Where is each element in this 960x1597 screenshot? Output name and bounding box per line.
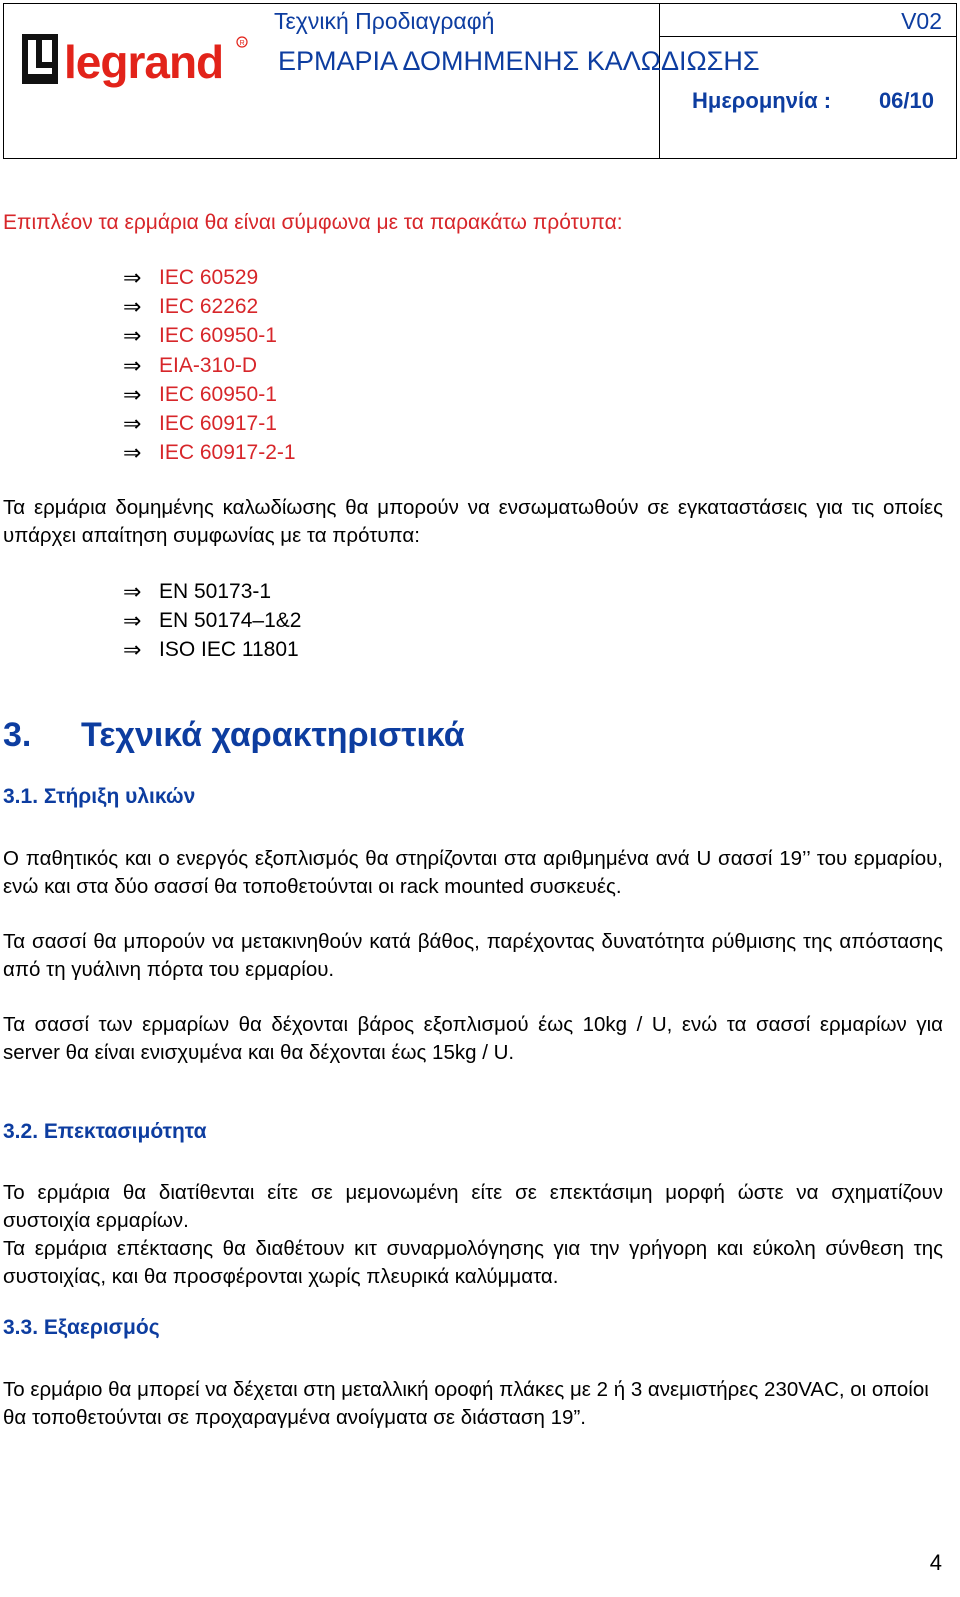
implies-arrow-icon: ⇒	[123, 578, 142, 604]
logo-wordmark: legrand	[64, 36, 224, 88]
svg-text:R: R	[239, 40, 245, 47]
document-header	[3, 3, 957, 159]
list-item: ⇒ IEC 60917-1	[123, 411, 277, 437]
implies-arrow-icon: ⇒	[123, 264, 142, 290]
section-3-2-heading: 3.2. Επεκτασιμότητα	[3, 1120, 207, 1143]
list-item: ⇒ EN 50173-1	[123, 578, 272, 604]
section-3-2-paragraph-1: Το ερμάρια θα διατίθενται είτε σε μεμονωμένη είτε σε επεκτάσιμη μορφή ώστε να σχηματίζουν συστοιχία ερμαρίων.	[3, 1181, 943, 1232]
list-item: ⇒ IEC 60529	[123, 264, 259, 290]
date-label: Ημερομηνία :	[692, 88, 832, 113]
implies-arrow-icon: ⇒	[123, 352, 142, 378]
section-3-3-paragraph-1: Το ερμάριο θα μπορεί να δέχεται στη μεταλλική οροφή πλάκες με 2 ή 3 ανεμιστήρες 230VAC, οι οποίοι θα τοποθετούνται σε προχαραγμένα ανοίγματα σε διάσταση 19”.	[3, 1378, 929, 1429]
implies-arrow-icon: ⇒	[123, 607, 142, 633]
implies-arrow-icon: ⇒	[123, 381, 142, 407]
doc-type-label: Τεχνική Προδιαγραφή	[274, 8, 495, 34]
section-3-1-paragraph-2: Τα σασσί θα μπορούν να μετακινηθούν κατά βάθος, παρέχοντας δυνατότητα ρύθμισης της απόστασης από τη γυάλινη πόρτα του ερμαρίου.	[3, 930, 943, 981]
list-item: ⇒ IEC 60950-1	[123, 323, 277, 349]
section-3-3-heading: 3.3. Εξαερισμός	[3, 1316, 160, 1339]
section-3-1-heading: 3.1. Στήριξη υλικών	[3, 785, 196, 808]
standards-list	[123, 263, 296, 468]
section-3-title: Τεχνικά χαρακτηριστικά	[81, 716, 465, 754]
section-3-number: 3.	[3, 716, 32, 754]
list-item: ⇒ IEC 60950-1	[123, 381, 277, 407]
implies-arrow-icon: ⇒	[123, 637, 142, 663]
list-item: ⇒ IEC 60917-2-1	[123, 440, 296, 466]
list-item: ⇒ IEC 62262	[123, 293, 259, 319]
document-title: ΕΡΜΑΡΙΑ ΔΟΜΗΜΕΝΗΣ ΚΑΛΩΔΙΩΣΗΣ	[278, 46, 760, 76]
date-value: 06/10	[878, 88, 934, 113]
installation-standards-list	[123, 577, 301, 665]
implies-arrow-icon: ⇒	[123, 440, 142, 466]
implies-arrow-icon: ⇒	[123, 323, 142, 349]
legrand-logo	[20, 30, 250, 92]
version-label: V02	[901, 8, 942, 34]
section-3-1-paragraph-3: Τα σασσί των ερμαρίων θα δέχονται βάρος εξοπλισμού έως 10kg / U, ενώ τα σασσί ερμαρίων για server θα είναι ενισχυμένα και θα δέχονται έως 15kg / U.	[3, 1013, 943, 1064]
implies-arrow-icon: ⇒	[123, 411, 142, 437]
section-3-heading	[3, 716, 465, 755]
installations-paragraph: Τα ερμάρια δομημένης καλωδίωσης θα μπορούν να ενσωματωθούν σε εγκαταστάσεις για τις οποίες υπάρχει απαίτηση συμφωνίας με τα πρότυπα:	[3, 496, 943, 547]
page-number: 4	[929, 1550, 942, 1575]
section-3-1-paragraph-1: Ο παθητικός και ο ενεργός εξοπλισμός θα στηρίζονται στα αριθμημένα ανά U σασσί 19’’ του ερμαρίου, ενώ και στα δύο σασσί θα τοποθετούνται οι rack mounted συσκευές.	[3, 847, 943, 898]
implies-arrow-icon: ⇒	[123, 293, 142, 319]
list-item: ⇒ EIA-310-D	[123, 352, 258, 378]
list-item: ⇒ ISO IEC 11801	[123, 637, 299, 663]
intro-text: Επιπλέον τα ερμάρια θα είναι σύμφωνα με τα παρακάτω πρότυπα:	[3, 211, 623, 234]
section-3-2-paragraph-2: Τα ερμάρια επέκτασης θα διαθέτουν κιτ συναρμολόγησης για την γρήγορη και εύκολη σύνθεση της συστοιχίας, και θα προσφέρονται χωρίς πλευρικά καλύμματα.	[3, 1237, 943, 1288]
list-item: ⇒ EN 50174–1&2	[123, 607, 302, 633]
